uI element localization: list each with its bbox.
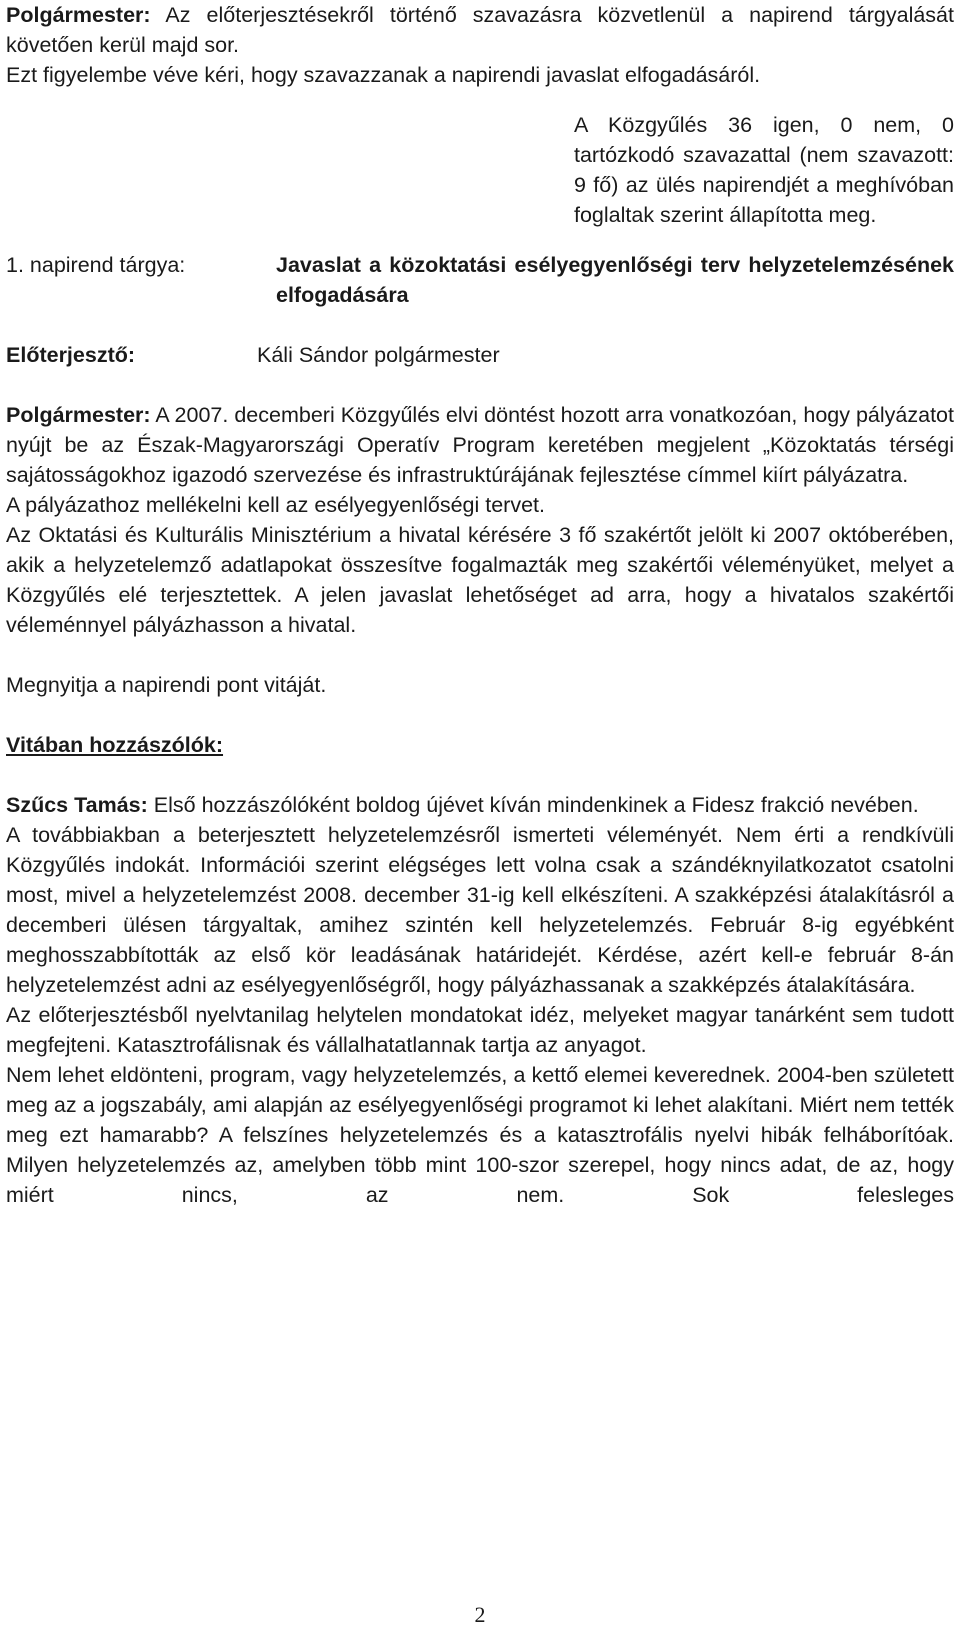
speaker-szucs: Szűcs Tamás: — [6, 793, 148, 817]
intro-line-2: Ezt figyelembe véve kéri, hogy szavazzanak a napirendi javaslat elfogadásáról. — [6, 63, 761, 87]
agenda-label: 1. napirend tárgya: — [6, 253, 186, 277]
contributors-heading: Vitában hozzászólók: — [6, 733, 224, 757]
szucs-p1: Szűcs Tamás: Első hozzászólóként boldog újévet kíván mindenkinek a Fidesz frakció nevében. — [6, 793, 919, 817]
szucs-p2: A továbbiakban a beterjesztett helyzetelemzésről ismerteti véleményét. Nem érti a rendkívüli Közgyűlés indokát. Információi szerint elégséges lett volna csak a szándéknyilatkozatot csatolni most, mivel a helyzetelemzést 2008. december 31-ig kell elkészíteni. A szakképzési átalakításról a decemberi ülésen tárgyaltak, amihez szintén kell helyzetelemzés. Február 8-ig egyébként meghosszabbították az első kör leadásának határidejét. Kérdése, azért kell-e február 8-án helyzetelemzést adni az esélyegyenlőségről, hogy pályázhassanak a szakképzés átalakítására. — [6, 823, 954, 997]
agenda-item — [6, 250, 954, 310]
document-page — [6, 0, 954, 1210]
mayor-statement-p2: A pályázathoz mellékelni kell az esélyegyenlőségi tervet. — [6, 493, 545, 517]
agenda-title: Javaslat a közoktatási esélyegyenlőségi terv helyzetelemzésének elfogadására — [276, 253, 954, 307]
speaker-mayor: Polgármester: — [6, 3, 151, 27]
szucs-p4: Nem lehet eldönteni, program, vagy helyzetelemzés, a kettő elemei keverednek. 2004-ben született meg az a jogszabály, ami alapján az esélyegyenlőségi programot ki lehet alakítani. Miért nem tették meg ezt hamarabb? A felszínes helyzetelemzés és a katasztrofális nyelvi hibák felháborítóak. Milyen helyzetelemzés az, amelyben több mint 100-szor szerepel, hogy nincs adat, de az, hogy miért nincs, az nem. Sok felesleges — [6, 1063, 954, 1207]
vote-result: A Közgyűlés 36 igen, 0 nem, 0 tartózkodó szavazattal (nem szavazott: 9 fő) az ülés napirendjét a meghívóban foglaltak szerint állapította meg. — [574, 113, 954, 227]
mayor-statement-p1: Polgármester: A 2007. decemberi Közgyűlés elvi döntést hozott arra vonatkozóan, hogy pályázatot nyújt be az Észak-Magyarországi Operatív Program keretében megjelent „Közoktatás térségi sajátosságokhoz igazodó szervezése és infrastruktúrájának fejlesztése címmel kiírt pályázatra. — [6, 403, 954, 487]
intro-line-1: Az előterjesztésekről történő szavazásra közvetlenül a napirend tárgyalását követően kerül majd sor. — [6, 3, 954, 57]
presenter-label: Előterjesztő: — [6, 343, 136, 367]
presenter — [6, 340, 954, 370]
speaker-mayor-2: Polgármester: — [6, 403, 151, 427]
debate-open: Megnyitja a napirendi pont vitáját. — [6, 673, 327, 697]
mayor-statement-p3: Az Oktatási és Kulturális Minisztérium a hivatal kérésére 3 fő szakértőt jelölt ki 2007 októberében, akik a helyzetelemző adatlapokat összesítve fogalmazták meg szakértői véleményüket, melyet a Közgyűlés elé terjesztettek. A jelen javaslat lehetőséget ad arra, hogy a hivatalos szakértői véleménnyel pályázhasson a hivatal. — [6, 523, 954, 637]
szucs-p3: Az előterjesztésből nyelvtanilag helytelen mondatokat idéz, melyeket magyar tanárként sem tudott megfejteni. Katasztrofálisnak és vállalhatatlannak tartja az anyagot. — [6, 1003, 954, 1057]
intro-paragraph — [6, 0, 954, 60]
page-number: 2 — [474, 1602, 486, 1627]
presenter-name: Káli Sándor polgármester — [257, 343, 500, 367]
